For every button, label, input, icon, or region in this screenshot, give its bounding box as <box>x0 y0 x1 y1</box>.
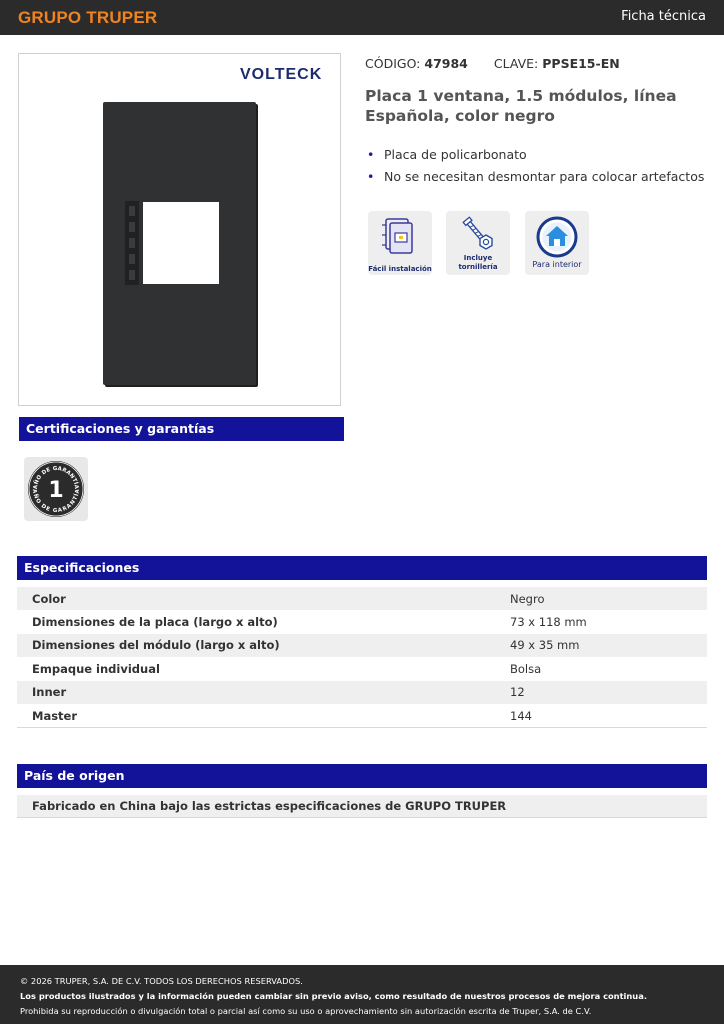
section-heading-origin: País de origen <box>17 764 707 788</box>
section-heading-certifications: Certificaciones y garantías <box>19 417 344 441</box>
feature-indoor <box>525 211 589 275</box>
screw-nut-icon <box>458 213 498 253</box>
spec-value: 73 x 118 mm <box>510 615 587 630</box>
specifications-table <box>17 587 707 727</box>
house-icon <box>535 215 579 259</box>
feature-label-line1: Incluye <box>463 254 493 262</box>
svg-text:AÑO DE GARANTÍA: AÑO DE GARANTÍA <box>32 465 80 490</box>
warranty-icon <box>26 459 86 519</box>
bullet-icon: • <box>367 169 375 184</box>
code-label: CÓDIGO: <box>365 56 421 71</box>
spec-value: 49 x 35 mm <box>510 634 707 657</box>
product-key: PPSE15-EN <box>542 56 620 71</box>
warranty-badge <box>24 457 88 521</box>
table-row <box>17 704 707 727</box>
feature-label-line2: tornillería <box>458 263 498 271</box>
svg-text:AÑO DE GARANTÍA: AÑO DE GARANTÍA <box>30 488 82 515</box>
spec-value: 144 <box>510 708 532 723</box>
table-row <box>17 610 707 633</box>
table-row <box>17 681 707 704</box>
bullet-item: • Placa de policarbonato <box>367 147 527 162</box>
spec-key: Inner <box>17 681 510 704</box>
volteck-logo: VOLTECK <box>240 66 323 83</box>
document-type: Ficha técnica <box>621 9 706 24</box>
table-row <box>17 587 707 610</box>
table-divider <box>17 727 707 728</box>
product-image <box>103 102 256 385</box>
product-code-line <box>365 56 620 71</box>
plate-clips <box>125 201 139 285</box>
feature-easy-install <box>368 211 432 275</box>
section-heading-specifications: Especificaciones <box>17 556 707 580</box>
wall-plate-install-icon <box>380 215 420 257</box>
feature-includes-screws <box>446 211 510 275</box>
footer-copyright: © 2026 TRUPER, S.A. DE C.V. TODOS LOS DERECHOS RESERVADOS. <box>20 976 303 986</box>
spec-key: Dimensiones del módulo (largo x alto) <box>17 634 510 657</box>
product-title: Placa 1 ventana, 1.5 módulos, línea Española, color negro <box>365 87 677 125</box>
product-code: 47984 <box>424 56 468 71</box>
bullet-item: • No se necesitan desmontar para colocar artefactos <box>367 169 705 184</box>
spec-value: Negro <box>510 587 707 610</box>
bullet-icon: • <box>367 147 375 162</box>
spec-value: Bolsa <box>510 661 542 676</box>
spec-key: Master <box>32 708 78 723</box>
spec-key: Dimensiones de la placa (largo x alto) <box>32 615 278 630</box>
svg-text:1: 1 <box>48 478 64 503</box>
spec-key: Empaque individual <box>32 661 160 676</box>
spec-key: Color <box>17 587 510 610</box>
key-label: CLAVE: <box>493 56 539 71</box>
footer-disclaimer: Los productos ilustrados y la información pueden cambiar sin previo aviso, como resultado de nuestros procesos de mejora continua. <box>20 991 647 1001</box>
feature-bullets <box>367 146 704 190</box>
table-row <box>17 657 707 680</box>
plate-window <box>143 202 219 284</box>
spec-value: 12 <box>510 681 707 704</box>
feature-label: Fácil instalación <box>368 265 432 273</box>
footer <box>0 965 724 1024</box>
footer-legal: Prohibida su reproducción o divulgación total o parcial así como su uso o aprovechamiento sin autorización escrita de Truper, S.A. de C.V. <box>20 1006 592 1016</box>
top-bar <box>0 0 724 35</box>
table-row <box>17 634 707 657</box>
brand-logo: GRUPO TRUPER <box>18 8 158 27</box>
origin-text: Fabricado en China bajo las estrictas especificaciones de GRUPO TRUPER <box>17 795 707 818</box>
feature-label: Para interior <box>532 260 582 269</box>
product-image-box <box>18 53 341 406</box>
